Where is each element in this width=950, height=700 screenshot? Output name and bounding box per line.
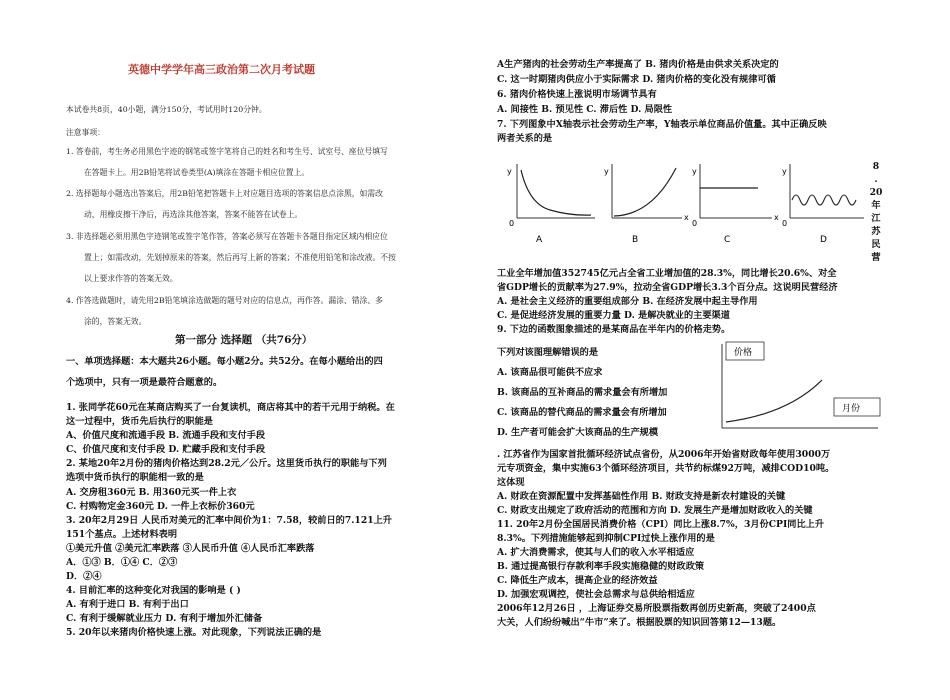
question-line: 151个基点。上述材料表明: [66, 529, 178, 540]
question-line: 3. 20年2月29日 人民币对美元的汇率中间价为1：7.58，较前日的7.121上升: [66, 515, 392, 526]
question-line: 2006年12月26日 ，上海证券交易所股票指数再创历史新高，突破了2400点: [497, 603, 816, 614]
part-title: 第一部分 选择题 （共76分）: [175, 334, 313, 346]
option-line: B. 该商品的互补商品的需求量会有所增加: [497, 387, 668, 398]
question-line: . 江苏省作为国家首批循环经济试点省份，从2006年开始省财政每年使用3000万: [497, 449, 831, 460]
question-line: 省GDP增长的贡献率为27.9%，拉动全省GDP增长3.3个百分点。这说明民营经济: [497, 282, 838, 293]
option-line: B. 通过提高银行存款利率手段实施稳健的财政政策: [497, 561, 705, 572]
question-line: 两者关系的是: [497, 133, 553, 144]
graph-label: D: [820, 235, 827, 245]
graph-label: A: [536, 235, 543, 245]
option-line: D. 生产者可能会扩大该商品的生产规模: [497, 427, 659, 438]
origin-label: 0: [692, 219, 698, 228]
axis-y-label: y: [604, 167, 609, 176]
option-line: D．②④: [66, 571, 102, 582]
question-line: 6. 猪肉价格快速上涨说明市场调节具有: [497, 89, 657, 100]
notice-line: 1. 答卷前，考生务必用黑色字迹的钢笔或签字笔将自己的姓名和考生号、试室号、座位号填写: [66, 147, 388, 156]
option-line: C. 财政支出规定了政府活动的范围和方向 D. 发展生产是增加财政收入的关键: [497, 505, 813, 516]
exam-title: 英德中学学年高三政治第二次月考试题: [128, 63, 315, 76]
axis-y-label: y: [782, 167, 787, 176]
option-line: C. 这一时期猪肉供应小于实际需求 D. 猪肉价格的变化没有规律可循: [497, 74, 776, 85]
notice-line: 在答题卡上。用2B铅笔将试卷类型(A)填涂在答题卡相应位置上。: [84, 168, 310, 177]
month-axis-label: 月份: [842, 404, 861, 414]
origin-label: 0: [782, 219, 788, 228]
option-line: A. 间接性 B. 预见性 C. 滞后性 D. 局限性: [497, 104, 673, 115]
question-line: 5. 20年以来猪肉价格快速上涨。对此现象，下列说法正确的是: [66, 627, 322, 638]
axis-x-label: x: [684, 213, 689, 222]
option-line: A．①③ B．①④ C．②③: [66, 557, 178, 568]
graph-label: B: [632, 235, 639, 245]
question-line: 选项中货币执行的职能相一致的是: [66, 472, 204, 483]
question-line: 下列对该图理解错误的是: [497, 347, 599, 358]
notice-line: 3. 非选择题必须用黑色字迹钢笔或签字笔作答，答案必须写在答题卡各题目指定区域内相应位: [66, 232, 388, 241]
question-line: 元专项资金，集中实施63个循环经济项目，共节约标煤92万吨，减排COD10吨。: [497, 463, 835, 474]
option-line: A. 是社会主义经济的重要组成部分 B. 在经济发展中起主导作用: [497, 296, 758, 307]
question-line: 7. 下列图象中X轴表示社会劳动生产率，Y轴表示单位商品价值量。其中正确反映: [497, 119, 827, 130]
question-line: 工业全年增加值352745亿元占全省工业增加值的28.3%，同比增长20.6%、对全: [497, 268, 837, 279]
option-line: A. 扩大消费需求，使其与人们的收入水平相适应: [497, 547, 695, 558]
q7-graph-b: [602, 160, 692, 245]
notice-title: 注意事项：: [66, 128, 105, 137]
option-line: ①美元升值 ②美元汇率跌落 ③人民币升值 ④人民币汇率跌落: [66, 543, 315, 554]
option-line: A. 交房租360元 B. 用360元买一件上衣: [66, 487, 237, 498]
q7-graph-d: [780, 160, 868, 245]
option-line: C、价值尺度和支付手段 D. 贮藏手段和支付手段: [66, 444, 266, 455]
price-axis-label: 价格: [734, 348, 753, 358]
section-heading: 一、单项选择题：本大题共26小题。每小题2分。共52分。在每小题给出的四: [66, 356, 383, 367]
notice-line: 4. 作答选做题时，请先用2B铅笔填涂选做题的题号对应的信息点，再作答。漏涂、错涂、多: [66, 296, 383, 305]
q7-graph-c: [690, 160, 780, 245]
option-line: A、价值尺度和流通手段 B. 流通手段和支付手段: [66, 430, 266, 441]
option-line: C. 该商品的替代商品的需求量会有所增加: [497, 407, 667, 418]
origin-label: 0: [509, 219, 515, 228]
exam-intro: 本试卷共8页，40小题，满分150分，考试用时120分钟。: [66, 105, 267, 114]
notice-line: 以上要求作答的答案无效。: [84, 274, 178, 283]
option-line: A. 财政在资源配置中发挥基础性作用 B. 财政支持是新农村建设的关键: [497, 491, 786, 502]
notice-line: 置上；如需改动，先划掉原来的答案，然后再写上新的答案；不准使用铅笔和涂改液。不按: [84, 253, 396, 262]
notice-line: 动，用橡皮擦干净后，再选涂其他答案，答案不能答在试卷上。: [84, 210, 303, 219]
q7-graph-a: [505, 160, 600, 245]
option-line: A生产猪肉的社会劳动生产率提高了 B. 猪肉价格是由供求关系决定的: [497, 59, 779, 70]
question-line: 11. 20年2月份全国居民消费价格（CPI）同比上涨8.7%，3月份CPI同比上升: [497, 519, 825, 530]
question-line: 这一过程中，货币先后执行的职能是: [66, 416, 213, 427]
option-line: C. 降低生产成本，提高企业的经济效益: [497, 575, 658, 586]
option-line: A. 有利于进口 B. 有利于出口: [66, 599, 189, 610]
option-line: A. 该商品很可能供不应求: [497, 367, 603, 378]
question-line: 4. 目前汇率的这种变化对我国的影响是 ( ): [66, 585, 241, 596]
question-line: 大关，人们纷纷喊出“牛市”来了。根据股票的知识回答第12—13题。: [497, 617, 782, 628]
question-line: 这体现: [497, 477, 525, 488]
option-line: C. 是促进经济发展的重要力量 D. 是解决就业的主要渠道: [497, 310, 730, 321]
option-line: D. 加强宏观调控，使社会总需求与总供给相适应: [497, 589, 695, 600]
question-line: 9. 下边的函数图象描述的是某商品在半年内的价格走势。: [497, 324, 731, 335]
axis-y-label: y: [507, 167, 512, 176]
notice-line: 2. 选择题每小题选出答案后，用2B铅笔把答题卡上对应题目选项的答案信息点涂黑，如需改: [66, 189, 383, 198]
question-line: 1. 张同学花60元在某商店购买了一台复读机，商店将其中的若干元用于纳税。在: [66, 402, 395, 413]
axis-x-label: x: [774, 213, 779, 222]
section-heading: 个选项中，只有一项是最符合题意的。: [66, 377, 223, 388]
question-line: 8.3%。下列措施能够起到抑制CPI过快上涨作用的是: [497, 533, 715, 544]
q9-price-graph: [718, 338, 888, 433]
option-line: C. 有利于缓解就业压力 D. 有利于增加外汇储备: [66, 613, 263, 624]
question-line: 2. 某地20年2月份的猪肉价格达到28.2元／公斤。这里货币执行的职能与下列: [66, 458, 387, 469]
axis-y-label: y: [692, 167, 697, 176]
q8-vertical-start: 8 . 20 年 江 苏 民 营: [869, 161, 883, 263]
notice-line: 涂的，答案无效。: [84, 317, 147, 326]
graph-label: C: [724, 235, 731, 245]
option-line: C. 村购物定金360元 D. 一件上衣标价360元: [66, 501, 255, 512]
